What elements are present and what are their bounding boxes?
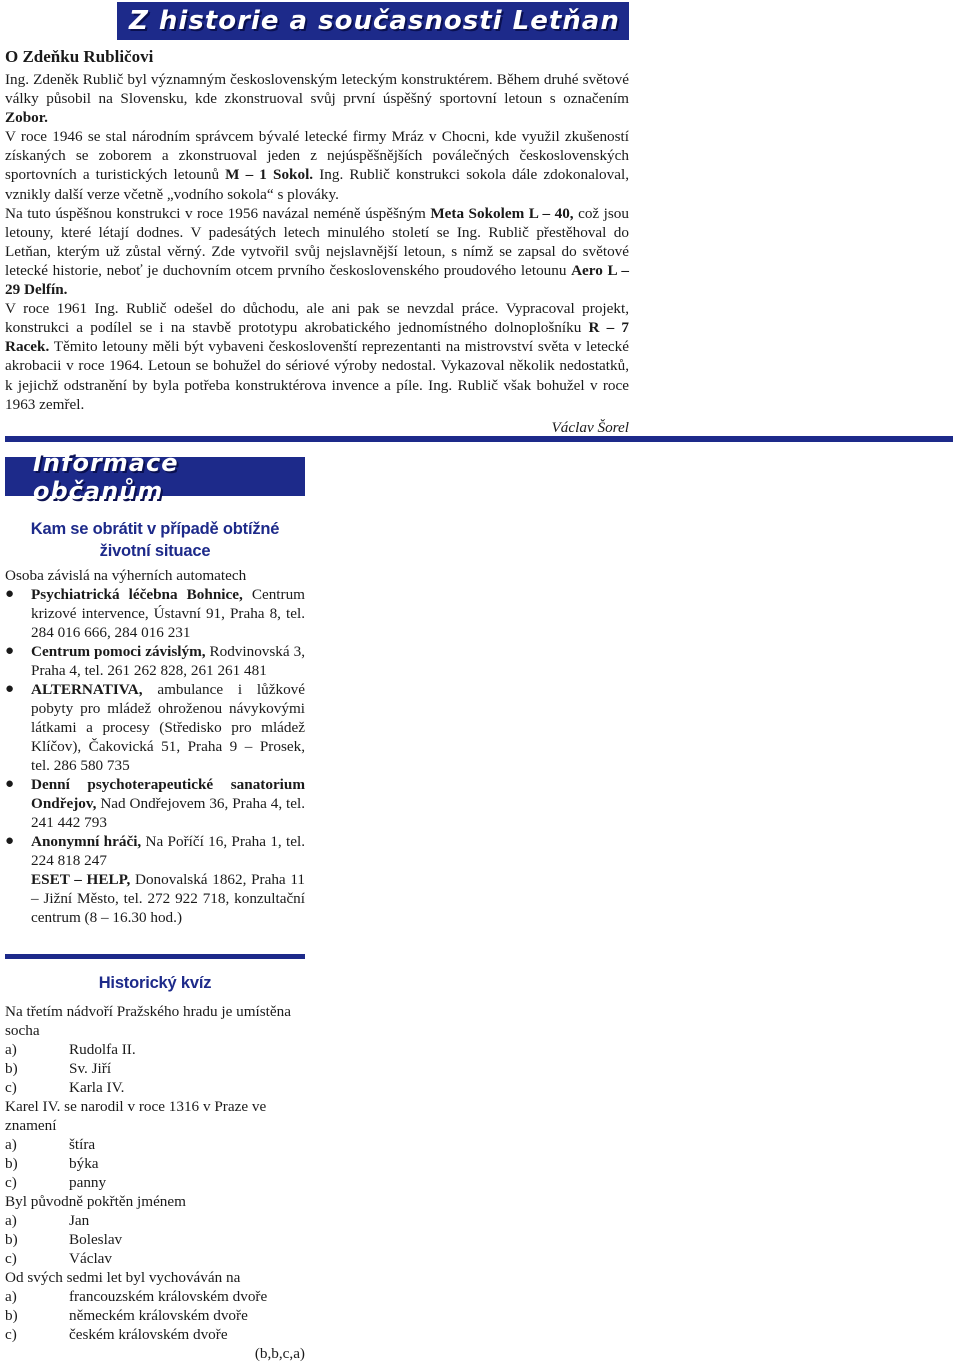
divider-rule-quiz [5,954,305,959]
article-title: O Zdeňku Rubličovi [5,47,154,66]
list-item: ● Anonymní hráči, Na Poříčí 16, Praha 1, tel. 224 818 247 [5,833,305,869]
list-item: ● Denní psychoterapeutické sanatorium Ondřejov, Nad Ondřejovem 36, Praha 4, tel. 241 442 793 [5,776,305,831]
article-paragraph-1: Ing. Zdeněk Rublič byl významným československým leteckým konstruktérem. Během druhé světové války působil na Slovensku, kde zkonstruoval svůj první úspěšný sportovní letoun s označením Zobor. [5,71,629,127]
help-list [5,585,305,927]
quiz-option: c) Karla IV. [5,1079,125,1096]
banner-info-text: Informace občanům [33,448,179,505]
help-heading: Kam se obrátit v případě obtížné životní situace [30,520,280,560]
quiz-option: b) býka [5,1155,99,1172]
article-paragraph-3: Na tuto úspěšnou konstrukci v roce 1956 navázal neméně úspěšným Meta Sokolem L – 40, což jsou letouny, které létají dodnes. V padesátých letech minulého století se Ing. Rublič přestěhoval do Letňan, kterým už zůstal věrný. Zde vytvořil svůj nejslavnější letoun, s nímž se zapsal do světové letecké historie, neboť je duchovním otcem prvního československého proudového letounu Aero L – 29 Delfín. [5,204,630,299]
bullet-icon: ● [5,833,15,849]
history-quiz-section [5,972,305,1363]
quiz-question: Od svých sedmi let byl vychováván na [5,1269,241,1286]
quiz-option: c) panny [5,1174,107,1191]
bullet-icon: ● [5,586,15,602]
divider-rule [5,436,953,442]
quiz-option: b) německém královském dvoře [5,1307,248,1324]
bullet-icon: ● [5,776,15,792]
quiz-option: c) Václav [5,1250,113,1267]
quiz-option: a) Rudolfa II. [5,1041,136,1058]
section-banner-history [117,2,629,40]
quiz-option: a) Jan [5,1212,90,1229]
article-rublic [5,46,629,437]
article-signature: Václav Šorel [551,418,629,436]
quiz-option: b) Boleslav [5,1231,123,1248]
quiz-option: c) českém královském dvoře [5,1326,228,1343]
article-paragraph-4: V roce 1961 Ing. Rublič odešel do důchodu, ale ani pak se nevzdal práce. Vypracoval projekt, konstrukci a podílel se i na stavbě prototypu akrobatického jednomístného dolnoplošníku R – 7 Racek. Těmito letouny měli být vybaveni českoslovenští reprezentanti na mistrovství světa v letecké akrobacii v roce 1964. Letoun se bohužel do sériové výroby nedostal. Vykazoval několik nedostatků, k jejichž odstranění by byla potřeba konstruktérova invence a píle. Ing. Rublič však bohužel v roce 1963 zemřel. [5,300,630,413]
quiz-question: Na třetím nádvoří Pražského hradu je umístěna socha [5,1003,291,1039]
list-item: ● Psychiatrická léčebna Bohnice, Centrum krizové intervence, Ústavní 91, Praha 8, tel. 284 016 666, 284 016 231 [5,586,305,641]
quiz-question: Byl původně pokřtěn jménem [5,1193,186,1210]
list-item: ● Centrum pomoci závislým, Rodvinovská 3, Praha 4, tel. 261 262 828, 261 261 481 [5,643,305,679]
quiz-heading: Historický kvíz [98,974,212,992]
quiz-option: b) Sv. Jiří [5,1060,112,1077]
quiz-answers: (b,b,c,a) [254,1345,305,1362]
help-contacts-section [5,518,305,927]
section-banner-info [5,448,305,505]
list-item: ● ALTERNATIVA, ambulance i lůžkové pobyty pro mládež ohroženou návykovými látkami a procesy (Středisko pro mládež Klíčov), Čakovická 51, Praha 9 – Prosek, tel. 286 580 735 [5,681,305,774]
help-lead: Osoba závislá na výherních automatech [5,567,247,584]
banner-history-text: Z historie a současnosti Letňan [129,6,620,36]
quiz-option: a) štíra [5,1136,96,1153]
quiz-option: a) francouzském královském dvoře [5,1288,268,1305]
bullet-icon: ● [5,643,15,659]
article-paragraph-2: V roce 1946 se stal národním správcem bývalé letecké firmy Mráz v Chocni, kde využil zkušeností získaných se zoborem a zkonstruoval jeden z nejúspěšnějších poválečných československých sportovních a turistických letounů M – 1 Sokol. Ing. Rublič konstrukci sokola dále zdokonaloval, vznikly další verze včetně „vodního sokola“ s plováky. [5,128,629,203]
list-item: ESET – HELP, Donovalská 1862, Praha 11 – Jižní Město, tel. 272 922 718, konzultační centrum (8 – 16.30 hod.) [31,871,305,926]
quiz-question: Karel IV. se narodil v roce 1316 v Praze ve znamení [5,1098,267,1134]
bullet-icon: ● [5,681,15,697]
